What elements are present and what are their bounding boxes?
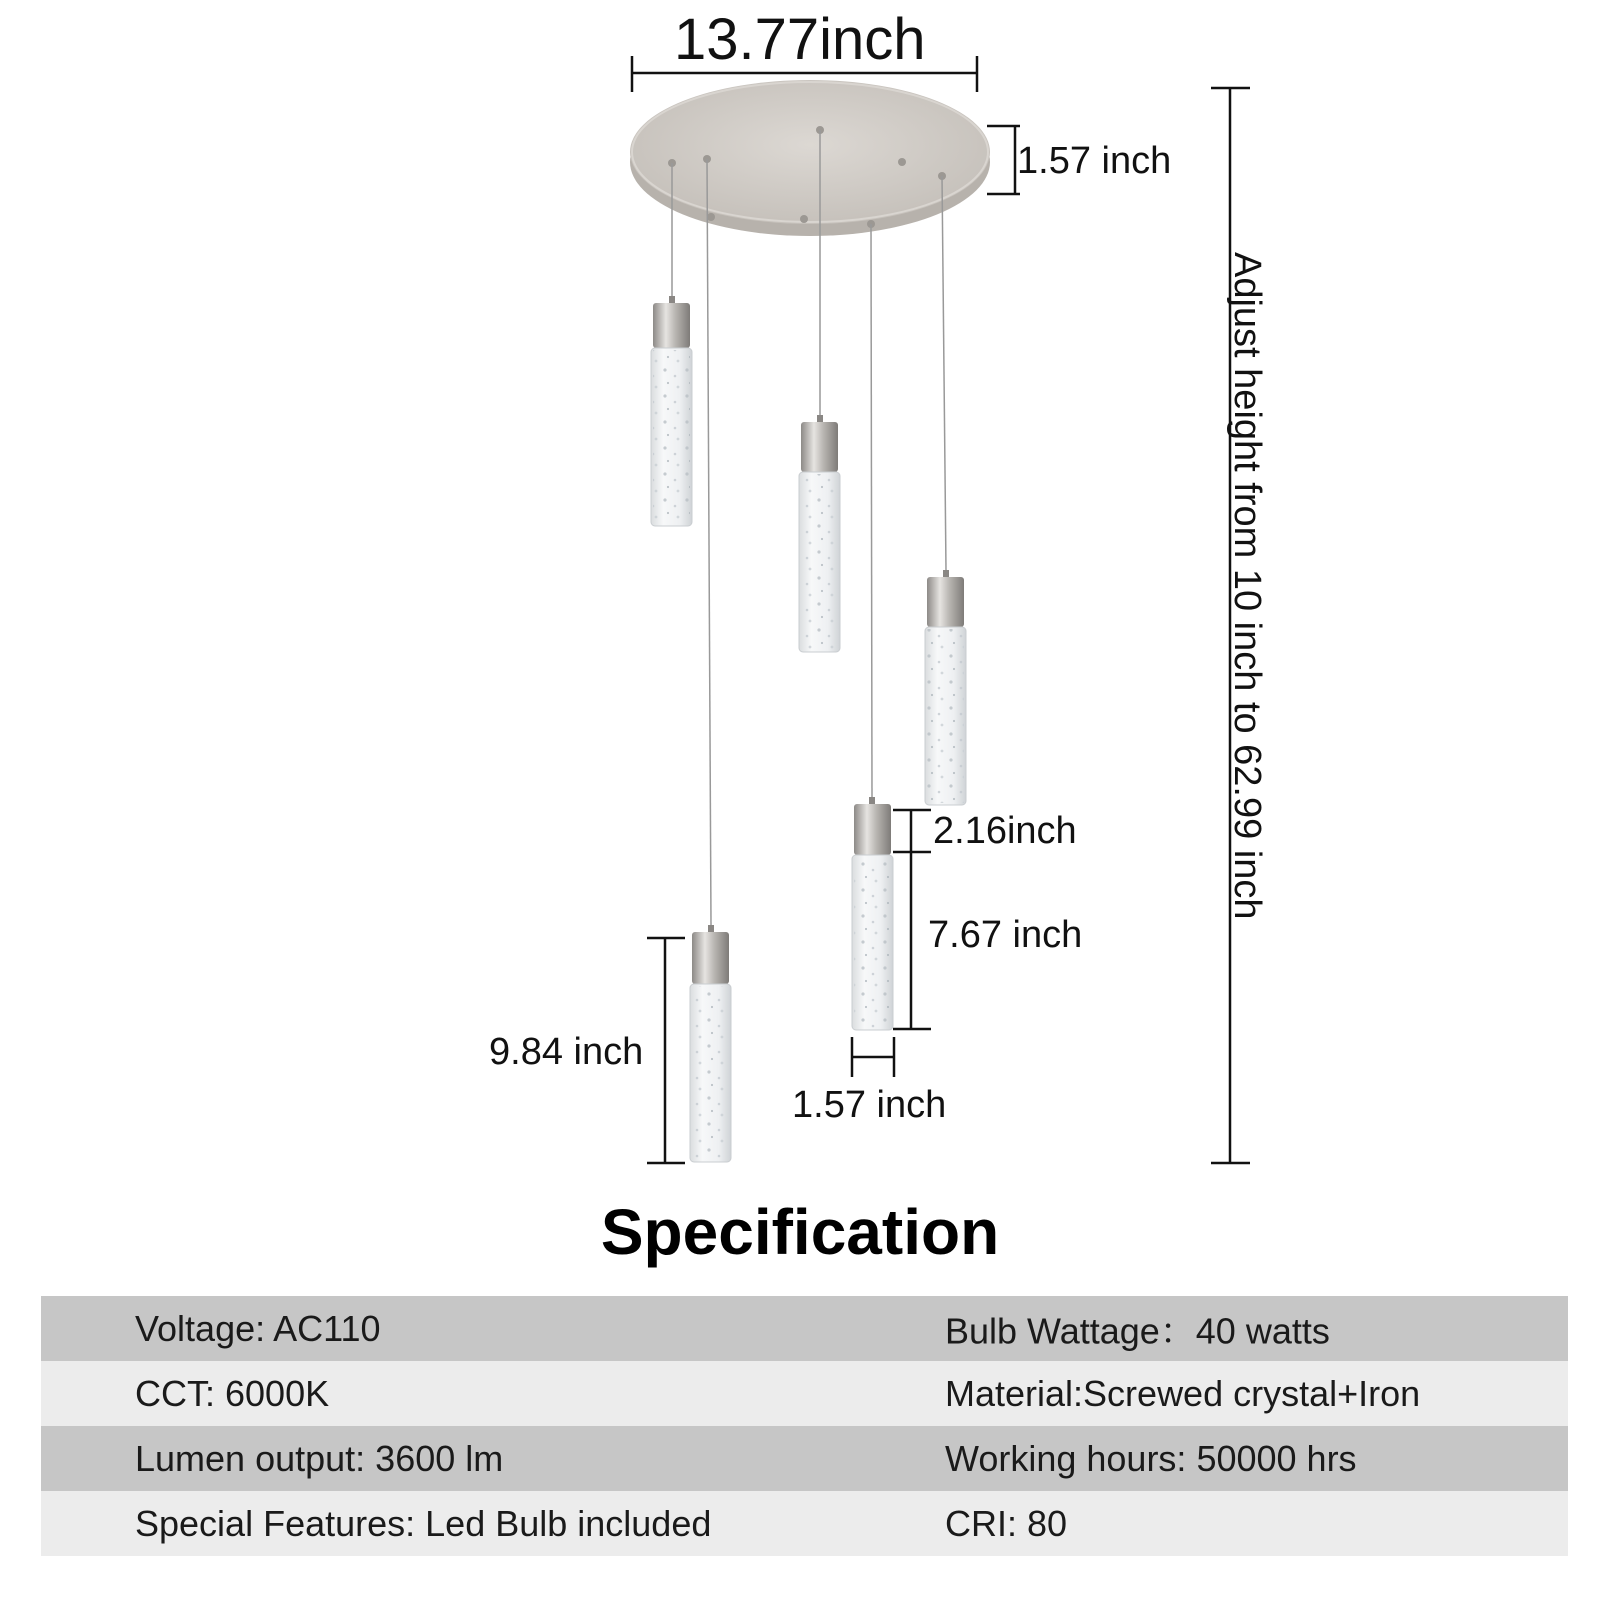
spec-cct: CCT: 6000K — [135, 1372, 330, 1414]
crystal-height-label: 7.67 inch — [928, 914, 1083, 956]
pendant-light — [690, 925, 731, 1162]
cap-height-line — [893, 810, 931, 852]
pendant-light — [651, 296, 692, 526]
pendant-length-label: 9.84 inch — [489, 1031, 644, 1073]
cap-height-label: 2.16inch — [933, 810, 1077, 852]
specification-title: Specification — [600, 1196, 1000, 1268]
spec-row — [41, 1426, 1568, 1491]
spec-cri: CRI: 80 — [945, 1502, 1068, 1544]
spec-row — [41, 1361, 1568, 1426]
spec-row — [41, 1491, 1568, 1556]
spec-lumen-output: Lumen output: 3600 lm — [135, 1437, 504, 1479]
pendant-length-line — [647, 938, 685, 1163]
spec-material: Material:Screwed crystal+Iron — [945, 1372, 1421, 1414]
spec-working-hours: Working hours: 50000 hrs — [945, 1437, 1357, 1479]
spec-voltage: Voltage: AC110 — [135, 1307, 381, 1349]
crystal-height-line — [893, 852, 931, 1029]
spec-special-features: Special Features: Led Bulb included — [135, 1502, 712, 1544]
ceiling-canopy — [630, 80, 990, 236]
spec-bulb-wattage: Bulb Wattage：40 watts — [945, 1310, 1330, 1351]
canopy-width-label: 13.77inch — [674, 7, 926, 72]
spec-row — [41, 1296, 1568, 1361]
pendant-light — [799, 415, 840, 652]
canopy-height-line — [987, 126, 1020, 194]
pendant-light — [852, 797, 893, 1030]
pendant-light — [925, 570, 966, 805]
specification-table — [41, 1296, 1568, 1556]
adjust-height-label: Adjust height from 10 inch to 62.99 inch — [1226, 252, 1268, 920]
pendant-diameter-line — [852, 1037, 894, 1077]
canopy-height-label: 1.57 inch — [1017, 140, 1172, 182]
pendant-diameter-label: 1.57 inch — [792, 1084, 947, 1126]
